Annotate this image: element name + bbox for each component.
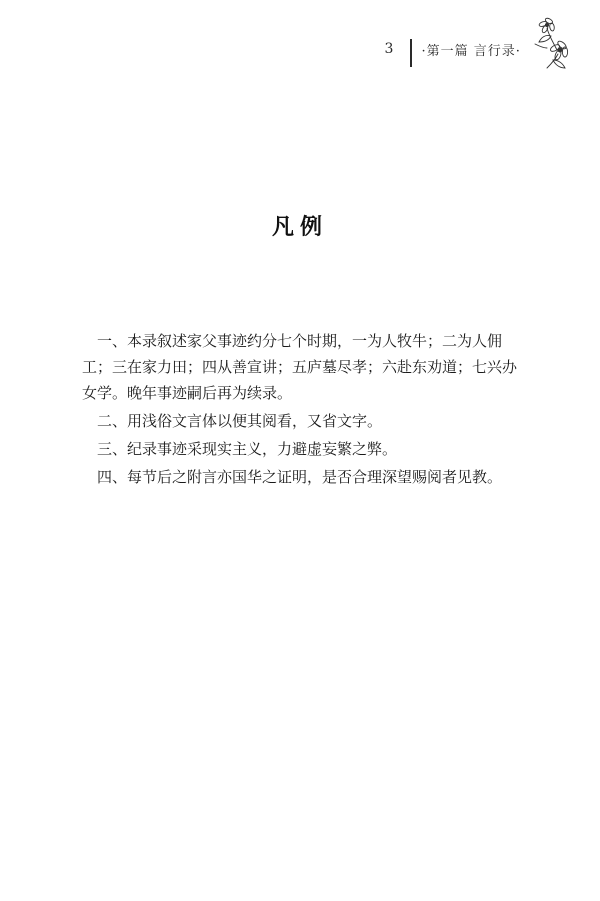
paragraph-3: 三、纪录事迹采现实主义，力避虚妄繁之弊。: [97, 440, 398, 458]
paragraph-4: 四、每节后之附言亦国华之证明，是否合理深望赐阅者见教。: [97, 468, 503, 486]
paragraph-2: 二、用浅俗文言体以便其阅看，又省文字。: [97, 412, 383, 430]
page-number: 3: [384, 41, 394, 57]
running-title: ·第一篇 言行录·: [421, 43, 521, 59]
running-header: [380, 38, 521, 60]
paragraph-1: 一、本录叙述家父事迹约分七个时期，一为人牧牛；二为人佣工；三在家力田；四从善宣讲；五庐墓尽孝；六赴东劝道；七兴办女学。晚年事迹嗣后再为续录。: [82, 332, 518, 402]
body-text: [82, 328, 526, 492]
flower-ornament-icon: [525, 14, 575, 70]
header-divider: [410, 39, 412, 67]
page-title: 凡例: [271, 215, 328, 240]
